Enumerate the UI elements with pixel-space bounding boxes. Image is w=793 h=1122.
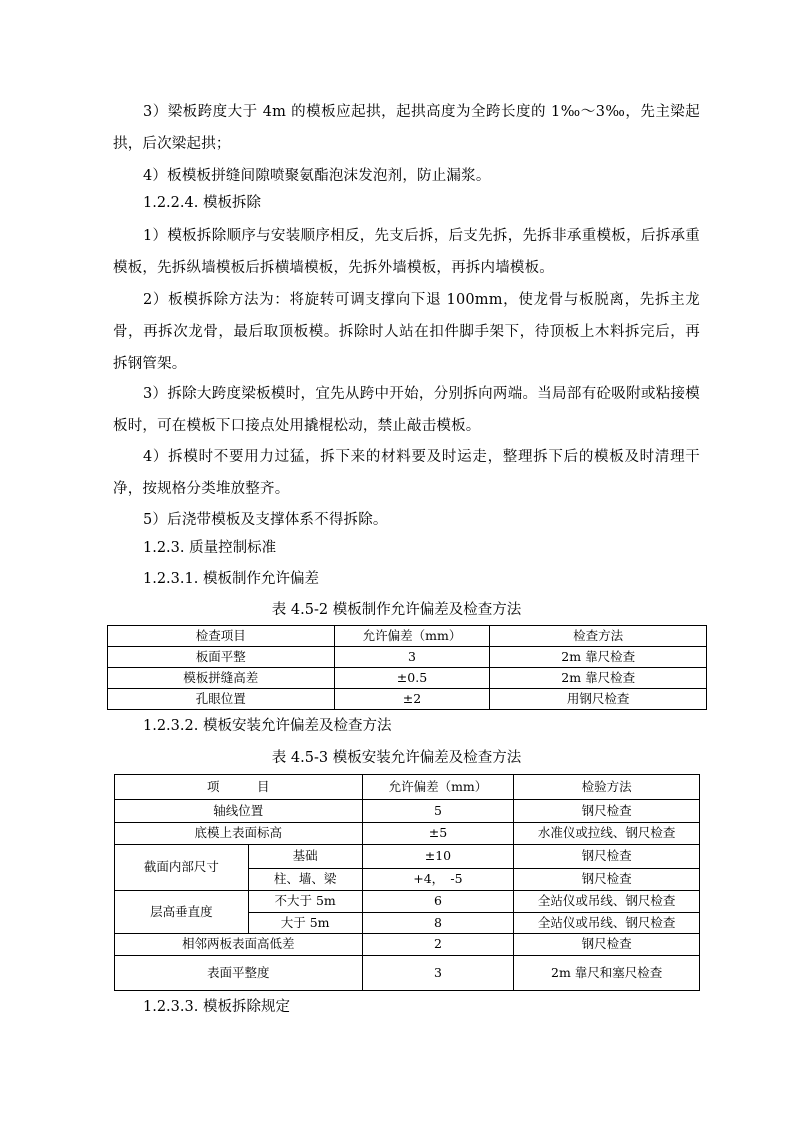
- table-cell: 钢尺检查: [514, 869, 700, 891]
- header-cell: 检验方法: [514, 775, 700, 800]
- heading-formwork-removal: 1.2.2.4. 模板拆除: [143, 195, 261, 211]
- table-cell: ±2: [334, 689, 490, 710]
- heading-quality-standard: 1.2.3. 质量控制标准: [143, 540, 277, 556]
- paragraph-removal-order: 1）模板拆除顺序与安装顺序相反，先支后拆，后支先拆，先拆非承重模板，后拆承重模板，先拆纵墙模板后拆横墙模板，先拆外墙模板，再拆内墙模板。: [113, 228, 700, 276]
- paragraph-careful-removal: 4）拆模时不要用力过猛，拆下来的材料要及时运走，整理拆下后的模板及时清理干净，按规格分类堆放整齐。: [113, 449, 700, 497]
- table-cell: 2m 靠尺和塞尺检查: [514, 956, 700, 991]
- table-cell: 全站仪或吊线、钢尺检查: [514, 891, 700, 913]
- table-cell: ±0.5: [334, 668, 490, 689]
- table-header-row: [108, 626, 707, 647]
- table-cell: ±5: [362, 823, 514, 845]
- table-cell: 钢尺检查: [514, 934, 700, 956]
- fabrication-tolerance-table: [107, 625, 707, 710]
- paragraph-camber: 3）梁板跨度大于 4m 的模板应起拱，起拱高度为全跨长度的 1‰～3‰，先主梁起拱，后次梁起拱；: [113, 104, 700, 152]
- header-cell: 项 目: [115, 775, 363, 800]
- table-row: [115, 891, 700, 913]
- paragraph-large-span: 3）拆除大跨度梁板模时，宜先从跨中开始，分别拆向两端。当局部有砼吸附或粘接模板时，可在模板下口接点处用撬棍松动，禁止敲击模板。: [113, 386, 700, 434]
- table-cell: ±10: [362, 845, 514, 869]
- table-row: [115, 823, 700, 845]
- table-row: [115, 800, 700, 823]
- table-cell: 钢尺检查: [514, 845, 700, 869]
- table-cell: 模板拼缝高差: [108, 668, 335, 689]
- table1-caption: 表 4.5-2 模板制作允许偏差及检查方法: [271, 602, 522, 618]
- table-cell: 2m 靠尺检查: [490, 668, 707, 689]
- table-cell: 底模上表面标高: [115, 823, 363, 845]
- table-cell: 孔眼位置: [108, 689, 335, 710]
- table-cell: 8: [362, 913, 514, 934]
- table-cell: 钢尺检查: [514, 800, 700, 823]
- table-cell: 相邻两板表面高低差: [115, 934, 363, 956]
- table-cell: 3: [334, 647, 490, 668]
- paragraph-joint-foam: 4）板模板拼缝间隙喷聚氨酯泡沫发泡剂，防止漏浆。: [143, 168, 491, 184]
- table-cell: 柱、墙、梁: [248, 869, 362, 891]
- paragraph-post-pour-strip: 5）后浇带模板及支撑体系不得拆除。: [143, 512, 388, 528]
- table-row: [115, 956, 700, 991]
- table-cell: 不大于 5m: [248, 891, 362, 913]
- table-cell: 大于 5m: [248, 913, 362, 934]
- table2-caption: 表 4.5-3 模板安装允许偏差及检查方法: [271, 750, 522, 766]
- heading-fabrication-tolerance: 1.2.3.1. 模板制作允许偏差: [143, 571, 319, 587]
- table-cell: 2m 靠尺检查: [490, 647, 707, 668]
- table-cell: 3: [362, 956, 514, 991]
- header-cell: 允许偏差（mm）: [362, 775, 514, 800]
- table-cell: 表面平整度: [115, 956, 363, 991]
- table-cell: 全站仪或吊线、钢尺检查: [514, 913, 700, 934]
- table-header-row: [115, 775, 700, 800]
- heading-installation-tolerance: 1.2.3.2. 模板安装允许偏差及检查方法: [143, 718, 392, 734]
- table-cell: 层高垂直度: [115, 891, 249, 934]
- header-cell: 检查方法: [490, 626, 707, 647]
- table-cell: 板面平整: [108, 647, 335, 668]
- heading-removal-rules: 1.2.3.3. 模板拆除规定: [143, 999, 290, 1015]
- table-cell: 用钢尺检查: [490, 689, 707, 710]
- table-row: [115, 845, 700, 869]
- table-cell: 截面内部尺寸: [115, 845, 249, 891]
- table-row: [108, 668, 707, 689]
- installation-tolerance-table: [114, 774, 700, 991]
- table-cell: 轴线位置: [115, 800, 363, 823]
- table-cell: 2: [362, 934, 514, 956]
- paragraph-removal-method: 2）板模拆除方法为：将旋转可调支撑向下退 100mm，使龙骨与板脱离，先拆主龙骨，再拆次龙骨，最后取顶板模。拆除时人站在扣件脚手架下，待顶板上木料拆完后，再拆钢管架。: [113, 292, 700, 372]
- table-row: [108, 647, 707, 668]
- table-cell: 基础: [248, 845, 362, 869]
- table-cell: 水准仪或拉线、钢尺检查: [514, 823, 700, 845]
- table-row: [115, 934, 700, 956]
- table-row: [108, 689, 707, 710]
- header-cell: 检查项目: [108, 626, 335, 647]
- header-cell: 允许偏差（mm）: [334, 626, 490, 647]
- table-cell: 5: [362, 800, 514, 823]
- table-cell: 6: [362, 891, 514, 913]
- table-cell: +4， -5: [362, 869, 514, 891]
